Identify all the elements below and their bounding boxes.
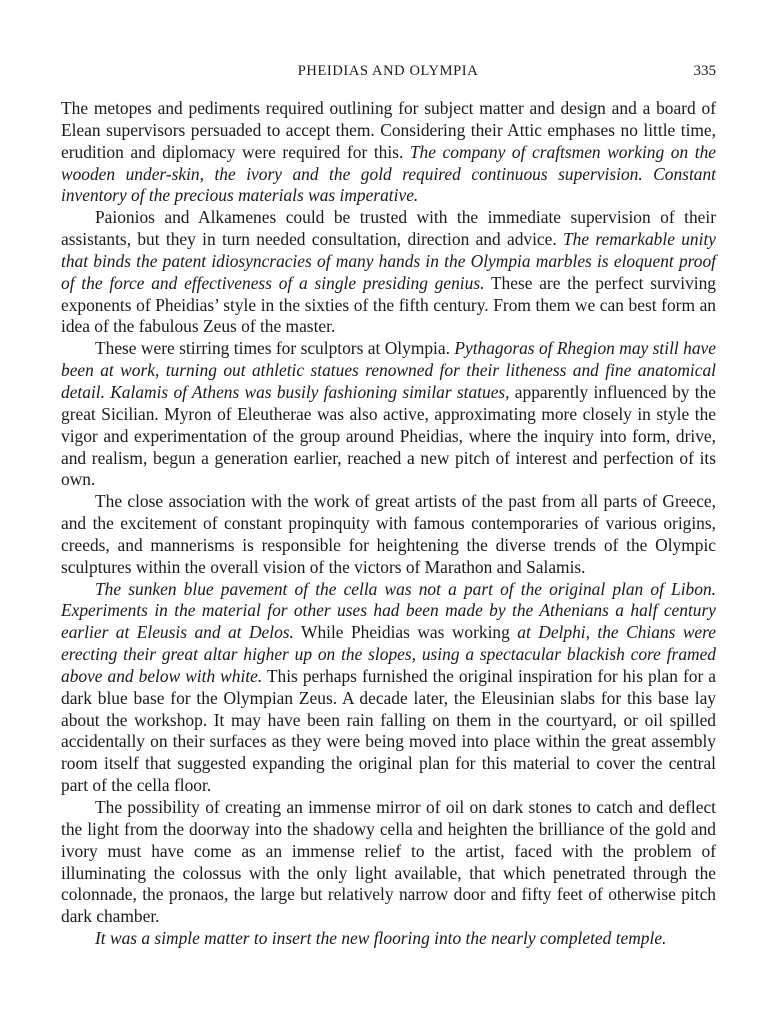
paragraph-2-italic: The remarkable unity that binds the patent idiosyncracies of many hands in the Olympia marbles is eloquent proof of the force and effectiveness of a single presiding genius. xyxy=(61,229,716,293)
text-body xyxy=(61,98,716,950)
paragraph-3-text: These were stirring times for sculptors at Olympia. xyxy=(95,338,455,359)
paragraph-6 xyxy=(61,797,716,928)
paragraph-5-italic: The sunken blue pavement of the cella was not a part of the original plan of Libon. Experiments in the material for other uses had been made by the Athenians a half century earlier at Eleusis and at Delos. xyxy=(61,578,716,643)
paragraph-4 xyxy=(61,491,716,578)
paragraph-5 xyxy=(61,579,716,797)
paragraph-3-text-end: apparently influenced by the great Sicilian. Myron of Eleutherae was also active, approximating more closely in style the vigor and experimentation of the group around Pheidias, where the inquiry into form, drive, and realism, begun a generation earlier, reached a new pitch of interest and perfection of its own. xyxy=(61,381,716,490)
paragraph-2-text: Paionios and Alkamenes could be trusted with the immediate supervision of their assistants, but they in turn needed consultation, direction and advice. xyxy=(61,207,716,250)
paragraph-6-text: The possibility of creating an immense mirror of oil on dark stones to catch and deflect the light from the doorway into the shadowy cella and heighten the brilliance of the gold and ivory must have come as an immense relief to the artist, faced with the problem of illuminating the colossus with the only light available, that which penetrated through the colonnade, the pronaos, the large but relatively narrow door and fifty feet of otherwise pitch dark chamber. xyxy=(61,797,716,927)
paragraph-7 xyxy=(61,928,716,950)
paragraph-5-text: While Pheidias was working xyxy=(293,622,518,643)
running-title: PHEIDIAS AND OLYMPIA xyxy=(297,63,479,79)
paragraph-1 xyxy=(61,98,716,207)
paragraph-7-italic: It was a simple matter to insert the new flooring into the nearly completed temple. xyxy=(95,928,667,949)
paragraph-2 xyxy=(61,207,716,338)
paragraph-4-text: The close association with the work of great artists of the past from all parts of Greece, and the excitement of constant propinquity with famous contemporaries of various origins, creeds, and mannerisms is responsible for heightening the diverse trends of the Olympic sculptures within the overall vision of the victors of Marathon and Salamis. xyxy=(61,491,716,577)
paragraph-5-italic-2: at Delphi, the Chians were erecting their great altar higher up on the slopes, using a spectacular blackish core framed above and below with white. xyxy=(61,622,716,686)
running-head xyxy=(60,63,716,85)
paragraph-2-text-end: These are the perfect surviving exponents of Pheidias’ style in the sixties of the fifth century. From them we can best form an idea of the fabulous Zeus of the master. xyxy=(61,272,717,337)
page-number: 335 xyxy=(693,63,716,79)
paragraph-1-text: The metopes and pediments required outlining for subject matter and design and a board of Elean supervisors persuaded to accept them. Considering their Attic emphases no little time, erudition and diplomacy were required for this. xyxy=(61,98,716,162)
paragraph-5-text-end: This perhaps furnished the original inspiration for his plan for a dark blue base for the Olympian Zeus. A decade later, the Eleusinian slabs for this base lay about the workshop. It may have been rain falling on them in the courtyard, or oil spilled accidentally on their surfaces as they were being moved into place within the great assembly room itself that suggested expanding the original plan for this material to cover the central part of the cella floor. xyxy=(61,665,716,796)
paragraph-1-italic: The company of craftsmen working on the wooden under-skin, the ivory and the gold required continuous supervision. Constant inventory of the precious materials was imperative. xyxy=(61,141,716,206)
paragraph-3 xyxy=(61,338,716,491)
paragraph-3-italic: Pythagoras of Rhegion may still have been at work, turning out athletic statues renowned for their litheness and fine anatomical detail. Kalamis of Athens was busily fashioning similar statues, xyxy=(61,338,716,402)
